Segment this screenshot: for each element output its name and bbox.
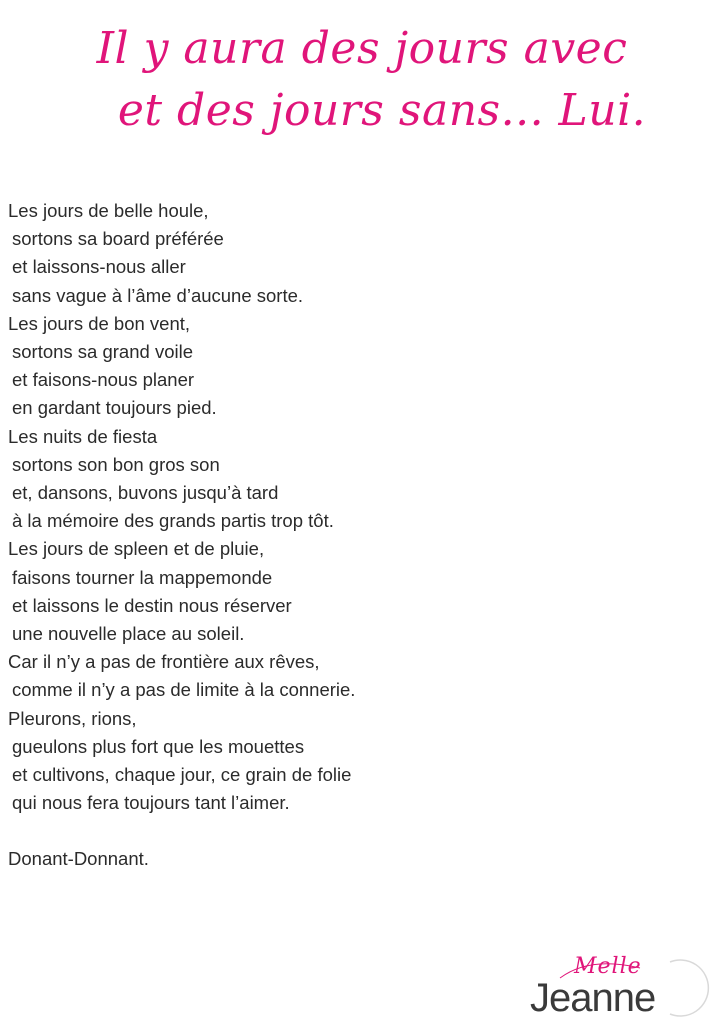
- verse-line: faisons tourner la mappemonde: [12, 566, 273, 588]
- brand-logo: [520, 948, 720, 1024]
- verse-line: sortons sa board préférée: [12, 228, 224, 250]
- poem-body: [8, 197, 708, 817]
- verse-line: gueulons plus fort que les mouettes: [12, 735, 305, 757]
- verse-line: à la mémoire des grands partis trop tôt.: [12, 510, 334, 532]
- verse-line: Les jours de belle houle,: [8, 200, 209, 221]
- verse-line: et faisons-nous planer: [12, 369, 195, 391]
- verse-line: sans vague à l’âme d’aucune sorte.: [12, 284, 304, 306]
- poem-signoff: Donant-Donnant.: [8, 848, 149, 869]
- verse-line: sortons sa grand voile: [12, 341, 193, 363]
- verse-line: une nouvelle place au soleil.: [12, 623, 245, 645]
- verse-line: en gardant toujours pied.: [12, 397, 217, 419]
- verse-line: et, dansons, buvons jusqu’à tard: [12, 482, 279, 504]
- verse-line: et cultivons, chaque jour, ce grain de folie: [12, 764, 352, 786]
- verse-line: Les jours de spleen et de pluie,: [8, 538, 265, 560]
- verse-line: qui nous fera toujours tant l’aimer.: [12, 792, 290, 814]
- logo-main-text: Jeanne: [530, 976, 656, 1020]
- verse-line: et laissons le destin nous réserver: [12, 594, 292, 616]
- verse-line: Car il n’y a pas de frontière aux rêves,: [8, 651, 320, 673]
- verse-line: Les nuits de fiesta: [8, 425, 158, 447]
- verse-line: sortons son bon gros son: [12, 453, 220, 475]
- title-line-2: et des jours sans... Lui.: [117, 85, 647, 136]
- verse-line: et laissons-nous aller: [12, 256, 186, 278]
- poem-title: [0, 18, 724, 142]
- title-line-1: Il y aura des jours avec: [96, 23, 628, 74]
- logo-script-text: Melle: [574, 954, 642, 979]
- verse-line: comme il n’y a pas de limite à la connerie.: [12, 679, 356, 701]
- verse-line: Pleurons, rions,: [8, 707, 137, 729]
- verse-line: Les jours de bon vent,: [8, 312, 191, 334]
